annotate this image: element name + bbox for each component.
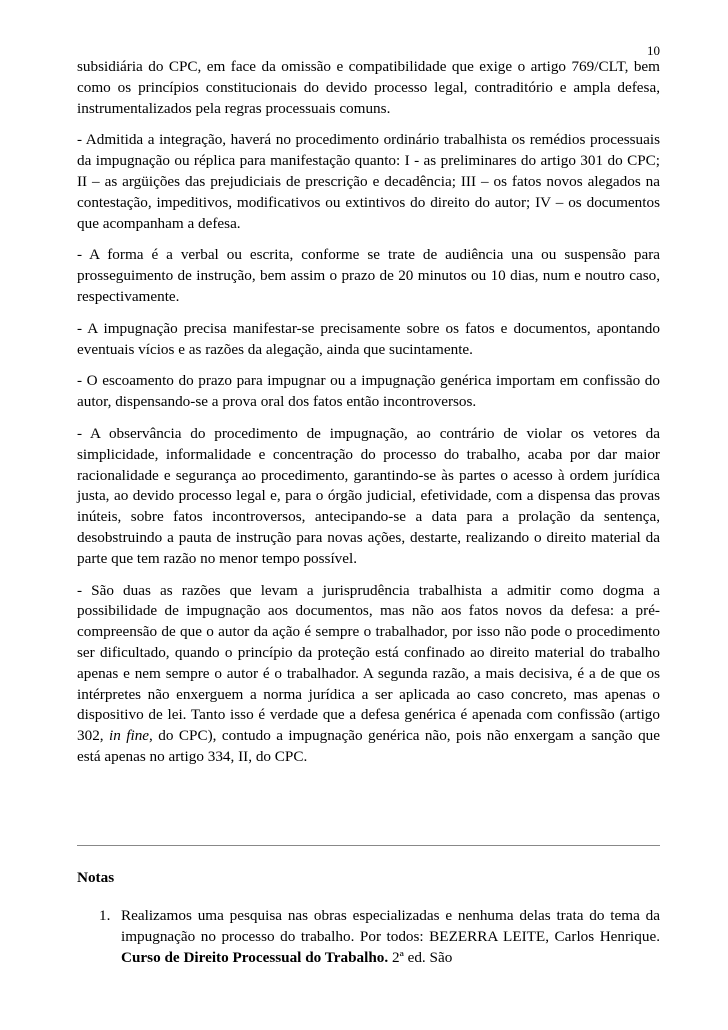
text-run: , do CPC), contudo a impugnação genérica não, pois não enxergam a sanção que está apenas no artigo 334, II, do CPC. bbox=[77, 727, 660, 765]
text-run: 2ª ed. São bbox=[388, 948, 453, 966]
paragraph-3 bbox=[77, 245, 660, 307]
text-run: Realizamos uma pesquisa nas obras especializadas e nenhuma delas trata do tema da impugnação no processo do trabalho. Por todos: BEZERRA LEITE, Carlos Henrique. bbox=[121, 907, 660, 945]
text-run: - O escoamento do prazo para impugnar ou a impugnação genérica importam em confissão do autor, dispensando-se a prova oral dos fatos então incontroversos. bbox=[77, 372, 660, 411]
text-run: - A forma é a verbal ou escrita, conforme se trate de audiência una ou suspensão para prosseguimento de instrução, bem assim o prazo de 20 minutos ou 10 dias, num e noutro caso, respectivamente. bbox=[77, 246, 660, 305]
paragraph-2 bbox=[77, 130, 660, 234]
notes-divider bbox=[77, 845, 660, 846]
notes-list bbox=[77, 906, 660, 968]
text-run: subsidiária do CPC, em face da omissão e compatibilidade que exige o artigo 769/CLT, bem como os princípios constitucionais do devido processo legal, contraditório e ampla defesa, instrumentalizados pela regras processuais comuns. bbox=[77, 58, 660, 117]
text-run: - A impugnação precisa manifestar-se precisamente sobre os fatos e documentos, apontando eventuais vícios e as razões da alegação, ainda que sucintamente. bbox=[77, 319, 660, 358]
paragraph-7 bbox=[77, 581, 660, 768]
text-run: - A observância do procedimento de impugnação, ao contrário de violar os vetores da simplicidade, informalidade e concentração do processo do trabalho, acaba por dar maior racionalidade e segurança ao procedimento, garantindo-se às partes o acesso à ordem jurídica justa, ao devido processo legal e, para o órgão judicial, efetividade, com a dispensa das provas inúteis, sobre fatos incontroversos, antecipando-se a data para a prolação da sentença, desobstruindo a pauta de instrução para novas ações, destarte, realizando o direito material da parte que tem razão no menor tempo possível. bbox=[77, 424, 660, 567]
paragraph-4 bbox=[77, 319, 660, 361]
note-marker: 1. bbox=[99, 907, 111, 924]
text-run: - Admitida a integração, haverá no procedimento ordinário trabalhista os remédios processuais da impugnação ou réplica para manifestação quanto: I - as preliminares do artigo 301 do CPC; II – as argüições das prejudiciais de prescrição e decadência; III – os fatos novos alegados na contestação, impeditivos, modificativos ou extintivos do direito do autor; IV – os documentos que acompanham a defesa. bbox=[77, 131, 660, 232]
paragraph-1 bbox=[77, 57, 660, 119]
text-run: - São duas as razões que levam a jurisprudência trabalhista a admitir como dogma a possibilidade de impugnação aos documentos, mas não aos fatos novos da defesa: a pré-compreensão de que o autor da ação é sempre o trabalhador, por isso não pode o procedimento ser dificultado, quando o princípio da proteção está confinado ao direito material do trabalho apenas e nem sempre o autor é o trabalhador. A segunda razão, a mais decisiva, é a de que os intérpretes não enxerguem a norma jurídica a ser aplicada ao caso concreto, mas apenas o dispositivo de lei. Tanto isso é verdade que a defesa genérica é apenada com confissão (artigo 302, bbox=[77, 581, 660, 745]
body-text bbox=[77, 57, 660, 779]
page-number: 10 bbox=[647, 43, 660, 58]
note-item bbox=[77, 906, 660, 968]
book-title: Curso de Direito Processual do Trabalho. bbox=[121, 948, 389, 966]
text-run-italic: in fine bbox=[109, 727, 150, 745]
paragraph-6 bbox=[77, 424, 660, 570]
notes-title: Notas bbox=[77, 869, 115, 886]
paragraph-5 bbox=[77, 371, 660, 413]
